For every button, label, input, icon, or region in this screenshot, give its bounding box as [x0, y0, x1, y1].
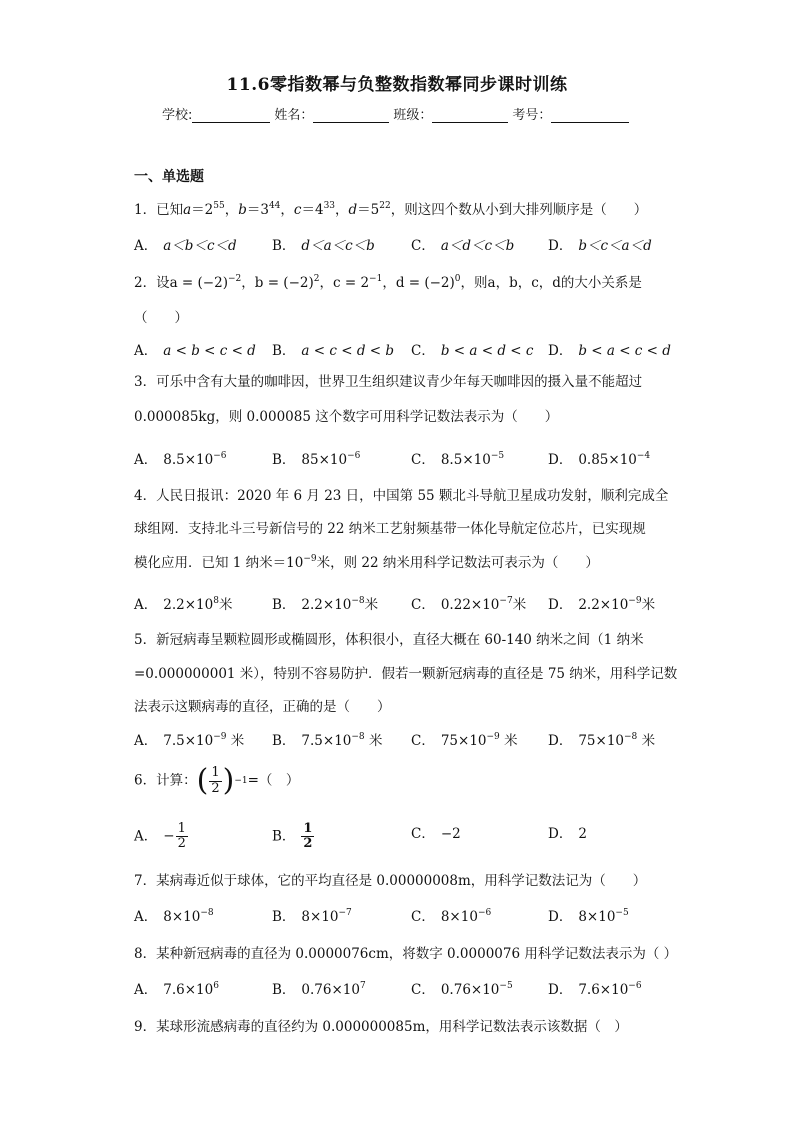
option-letter: B． — [272, 982, 296, 998]
option-base: 8×10 — [163, 909, 201, 925]
option-a[interactable] — [134, 729, 244, 749]
option-base: 0.76×10 — [440, 982, 500, 998]
question-3-stem — [134, 370, 642, 390]
option-letter: B． — [272, 733, 296, 749]
option-base: 2.2×10 — [578, 597, 629, 613]
school-blank[interactable] — [192, 108, 270, 123]
question-number: 2． — [134, 275, 157, 291]
option-exp: −8 — [200, 908, 214, 918]
question-1-options — [134, 234, 694, 254]
option-b[interactable] — [272, 905, 352, 925]
q1-var-c: c — [293, 202, 302, 218]
fraction-numerator: 1 — [303, 821, 313, 836]
section-title: 一、单选题 — [134, 169, 204, 185]
q2-b-exp: 2 — [313, 274, 320, 284]
q2-sep: ， — [319, 275, 333, 291]
q6-text: 计算： — [156, 772, 197, 789]
fraction-numerator: 1 — [211, 765, 220, 781]
q2-a-exp: −2 — [227, 274, 242, 284]
option-fraction — [176, 822, 188, 852]
q2-c-expr: c = 2 — [332, 275, 370, 291]
option-b[interactable] — [272, 822, 315, 852]
option-base: 8.5×10 — [163, 452, 214, 468]
option-exp: −9 — [628, 596, 642, 606]
option-letter: A． — [134, 343, 158, 359]
question-5-options — [134, 729, 694, 749]
q2-d-expr: d = (−2) — [395, 275, 455, 291]
option-exp: −9 — [486, 732, 500, 742]
option-c[interactable] — [411, 593, 526, 613]
option-letter: D． — [548, 238, 573, 254]
q1-c-exp: 33 — [323, 201, 336, 211]
q1-a-exp: 55 — [213, 201, 225, 211]
option-base: 2.2×10 — [163, 597, 214, 613]
option-unit: 米 — [364, 733, 383, 749]
option-base: 0.22×10 — [440, 597, 500, 613]
question-2-options — [134, 339, 694, 359]
q1-eq: ＝ — [357, 202, 371, 218]
option-b[interactable] — [272, 593, 378, 613]
option-unit: 米 — [637, 733, 656, 749]
option-letter: D． — [548, 733, 573, 749]
option-a[interactable] — [134, 593, 232, 613]
option-c[interactable] — [411, 448, 504, 468]
option-letter: D． — [548, 343, 573, 359]
option-exp: 6 — [213, 981, 219, 991]
option-a[interactable] — [134, 234, 237, 254]
option-letter: A． — [134, 828, 158, 845]
question-3-stem-line2: 0.000085kg，则 0.000085 这个数字可用科学记数法表示为（ ） — [134, 409, 559, 425]
option-value: b < a < c < d — [578, 343, 671, 359]
option-value: a < c < d < b — [301, 343, 394, 359]
option-unit: 米 — [364, 597, 379, 613]
option-value: 2 — [578, 826, 587, 842]
q1-b-exp: 44 — [268, 201, 281, 211]
question-number: 5． — [134, 632, 157, 648]
option-c[interactable] — [411, 822, 461, 842]
option-d[interactable] — [548, 339, 671, 359]
q2-text-end: ，则a，b，c，d的大小关系是 — [460, 275, 642, 291]
question-number: 1． — [134, 202, 157, 218]
option-unit: 米 — [226, 733, 245, 749]
fraction-numerator: 1 — [177, 821, 186, 836]
option-base: 7.5×10 — [301, 733, 352, 749]
question-4-stem-line2: 球组网．支持北斗三号新信号的 22 纳米工艺射频基带一体化导航定位芯片，已实现规 — [134, 521, 646, 537]
question-2-stem-line2: （ ） — [134, 310, 188, 326]
option-exp: 7 — [359, 981, 366, 991]
q1-a-base: 2 — [204, 202, 214, 218]
q1-eq: ＝ — [246, 202, 261, 218]
option-c[interactable] — [411, 978, 513, 998]
question-7-options — [134, 905, 694, 925]
q7-text: 某病毒近似于球体，它的平均直径是 0.00000008m，用科学记数法记为（ ） — [156, 873, 647, 889]
option-letter: B． — [272, 909, 296, 925]
option-letter: C． — [411, 733, 435, 749]
question-1-stem — [134, 198, 647, 218]
option-unit: 米 — [218, 597, 233, 613]
option-d[interactable] — [548, 822, 587, 842]
name-blank[interactable] — [313, 108, 389, 123]
option-exp: −9 — [213, 732, 227, 742]
option-letter: C． — [411, 909, 435, 925]
option-b[interactable] — [272, 729, 382, 749]
q1-var-d: d — [348, 202, 358, 218]
question-8-options — [134, 978, 694, 998]
option-d[interactable] — [548, 234, 652, 254]
option-base: 8×10 — [301, 909, 339, 925]
option-b[interactable] — [272, 448, 360, 468]
option-a[interactable] — [134, 448, 227, 468]
q2-sep: ， — [241, 275, 255, 291]
option-letter: B． — [272, 828, 296, 845]
option-exp: 8 — [213, 596, 219, 606]
option-base: 8×10 — [440, 909, 478, 925]
option-exp: −7 — [499, 596, 513, 606]
option-letter: A． — [134, 982, 158, 998]
option-base: 7.6×10 — [163, 982, 214, 998]
option-letter: C． — [411, 826, 435, 842]
option-value: a＜d＜c＜b — [440, 238, 515, 254]
q8-text: 某种新冠病毒的直径为 0.0000076cm，将数字 0.0000076 用科学记数法表示为（ ） — [156, 946, 678, 962]
option-value: −2 — [440, 826, 461, 842]
q6-fraction — [209, 766, 221, 796]
name-label: 姓名： — [274, 108, 314, 123]
option-letter: B． — [272, 343, 296, 359]
option-value: b < a < d < c — [440, 343, 534, 359]
option-sign: − — [163, 828, 175, 845]
class-blank[interactable] — [432, 108, 508, 123]
option-exp: −5 — [615, 908, 629, 918]
option-letter: D． — [548, 452, 573, 468]
question-number: 8． — [134, 946, 157, 962]
option-exp: −5 — [499, 981, 513, 991]
question-6-options — [134, 822, 694, 862]
q1-c-base: 4 — [314, 202, 324, 218]
option-fraction — [301, 822, 314, 852]
q2-d-exp: 0 — [454, 274, 461, 284]
option-a[interactable] — [134, 978, 219, 998]
q2-a-expr: a = (−2) — [169, 275, 228, 291]
option-letter: D． — [548, 909, 573, 925]
question-4-stem-line3 — [134, 551, 599, 571]
option-base: 7.5×10 — [163, 733, 214, 749]
q2-sep: ， — [382, 275, 396, 291]
option-base: 0.85×10 — [578, 452, 637, 468]
question-9-stem — [134, 1015, 628, 1035]
option-c[interactable] — [411, 729, 518, 749]
option-a[interactable] — [134, 905, 214, 925]
left-paren: ( — [196, 763, 209, 798]
option-base: 2.2×10 — [301, 597, 352, 613]
option-value: a < b < c < d — [163, 343, 256, 359]
fraction-denominator: 2 — [303, 836, 313, 852]
option-letter: A． — [134, 238, 158, 254]
question-number: 4． — [134, 488, 157, 504]
option-letter: D． — [548, 982, 573, 998]
option-d[interactable] — [548, 448, 650, 468]
q1-eq: ＝ — [301, 202, 315, 218]
option-value: b＜c＜a＜d — [578, 238, 652, 254]
option-exp: −6 — [477, 908, 492, 918]
option-exp: −7 — [338, 908, 352, 918]
q1-sep: ， — [335, 202, 349, 218]
option-unit: 米 — [499, 733, 518, 749]
q1-d-exp: 22 — [379, 201, 391, 211]
question-4-stem — [134, 484, 668, 504]
q2-text: 设 — [156, 275, 170, 291]
q3-line1: 可乐中含有大量的咖啡因，世界卫生组织建议青少年每天咖啡因的摄入量不能超过 — [156, 374, 643, 390]
option-exp: −4 — [636, 451, 651, 461]
question-number: 3． — [134, 374, 157, 390]
fraction-denominator: 2 — [211, 780, 220, 796]
option-value: d＜a＜c＜b — [301, 238, 375, 254]
option-letter: C． — [411, 597, 435, 613]
option-base: 8×10 — [578, 909, 616, 925]
question-number: 6． — [134, 772, 157, 789]
question-5-stem-line2: =0.000000001 米），特别不容易防护．假若一颗新冠病毒的直径是 75 纳米，用科学记数 — [134, 666, 678, 682]
option-letter: A． — [134, 597, 158, 613]
q1-text-end: ，则这四个数从小到大排列顺序是（ ） — [390, 202, 648, 218]
class-label: 班级： — [393, 108, 433, 123]
option-exp: −5 — [490, 451, 505, 461]
question-5-stem-line3: 法表示这颗病毒的直径，正确的是（ ） — [134, 699, 391, 715]
option-letter: C． — [411, 982, 435, 998]
option-c[interactable] — [411, 339, 533, 359]
option-exp: −8 — [351, 732, 365, 742]
fraction-denominator: 2 — [177, 836, 186, 852]
option-letter: B． — [272, 597, 296, 613]
q1-sep: ， — [224, 202, 239, 218]
option-letter: D． — [548, 826, 573, 842]
option-base: 7.6×10 — [578, 982, 629, 998]
option-base: 75×10 — [578, 733, 624, 749]
option-d[interactable] — [548, 729, 655, 749]
option-a[interactable] — [134, 822, 189, 852]
option-exp: −8 — [624, 732, 638, 742]
option-exp: −6 — [628, 981, 642, 991]
option-letter: A． — [134, 733, 158, 749]
option-base: 8.5×10 — [440, 452, 491, 468]
option-base: 75×10 — [440, 733, 487, 749]
q2-b-expr: b = (−2) — [254, 275, 314, 291]
q9-text: 某球形流感病毒的直径约为 0.000000085m，用科学记数法表示该数据（ ） — [156, 1019, 628, 1035]
page-title: 11.6零指数幂与负整数指数幂同步课时训练 — [226, 75, 568, 95]
question-3-options — [134, 448, 694, 468]
q5-line1: 新冠病毒呈颗粒圆形或椭圆形，体积很小，直径大概在 60-140 纳米之间（1 纳米 — [156, 632, 644, 648]
option-b[interactable] — [272, 339, 394, 359]
option-value: a＜b＜c＜d — [163, 238, 237, 254]
q1-var-a: a — [183, 202, 192, 218]
q4-line3-b: 米，则 22 纳米用科学记数法可表示为（ ） — [316, 555, 599, 571]
option-d[interactable] — [548, 593, 655, 613]
option-base: 0.76×10 — [301, 982, 360, 998]
q6-expression: ( $\frac{1}{2}$ ) −1 — [196, 763, 248, 798]
option-c[interactable] — [411, 234, 514, 254]
question-number: 7． — [134, 873, 157, 889]
question-6-stem — [134, 763, 300, 798]
option-unit: 米 — [641, 597, 656, 613]
header-fields — [162, 104, 633, 123]
option-letter: C． — [411, 238, 435, 254]
question-8-stem — [134, 942, 677, 962]
q2-c-exp: −1 — [369, 274, 383, 284]
question-number: 9． — [134, 1019, 157, 1035]
question-2-stem — [134, 271, 642, 291]
option-a[interactable] — [134, 339, 256, 359]
option-c[interactable] — [411, 905, 491, 925]
option-letter: A． — [134, 909, 158, 925]
question-4-options — [134, 593, 694, 613]
q1-d-base: 5 — [370, 202, 380, 218]
option-exp: −6 — [347, 451, 361, 461]
option-letter: A． — [134, 452, 158, 468]
q1-eq: ＝ — [191, 202, 205, 218]
q1-text: 已知 — [156, 202, 184, 218]
option-exp: −8 — [351, 596, 365, 606]
q4-line3-exp: −9 — [303, 554, 317, 564]
school-label: 学校: — [162, 108, 193, 123]
question-5-stem — [134, 628, 644, 648]
option-exp: −6 — [213, 451, 227, 461]
q4-line1: 人民日报讯：2020 年 6 月 23 日，中国第 55 颗北斗导航卫星成功发射，顺利完成全 — [156, 488, 669, 504]
option-letter: D． — [548, 597, 573, 613]
option-b[interactable] — [272, 978, 366, 998]
option-base: 85×10 — [301, 452, 348, 468]
exam-number-blank[interactable] — [551, 108, 629, 123]
option-letter: B． — [272, 238, 296, 254]
option-d[interactable] — [548, 978, 642, 998]
q1-sep: ， — [280, 202, 294, 218]
q4-line3-a: 模化应用．已知 1 纳米＝10 — [134, 555, 304, 571]
q6-text-end: =（ ） — [247, 772, 300, 789]
q1-var-b: b — [238, 202, 247, 218]
option-letter: C． — [411, 452, 435, 468]
option-letter: B． — [272, 452, 296, 468]
exam-number-label: 考号： — [512, 108, 552, 123]
option-b[interactable] — [272, 234, 375, 254]
question-7-stem — [134, 869, 646, 889]
q1-b-base: 3 — [260, 202, 269, 218]
option-unit: 米 — [512, 597, 527, 613]
option-letter: C． — [411, 343, 435, 359]
right-paren: ) — [222, 763, 235, 798]
option-d[interactable] — [548, 905, 629, 925]
